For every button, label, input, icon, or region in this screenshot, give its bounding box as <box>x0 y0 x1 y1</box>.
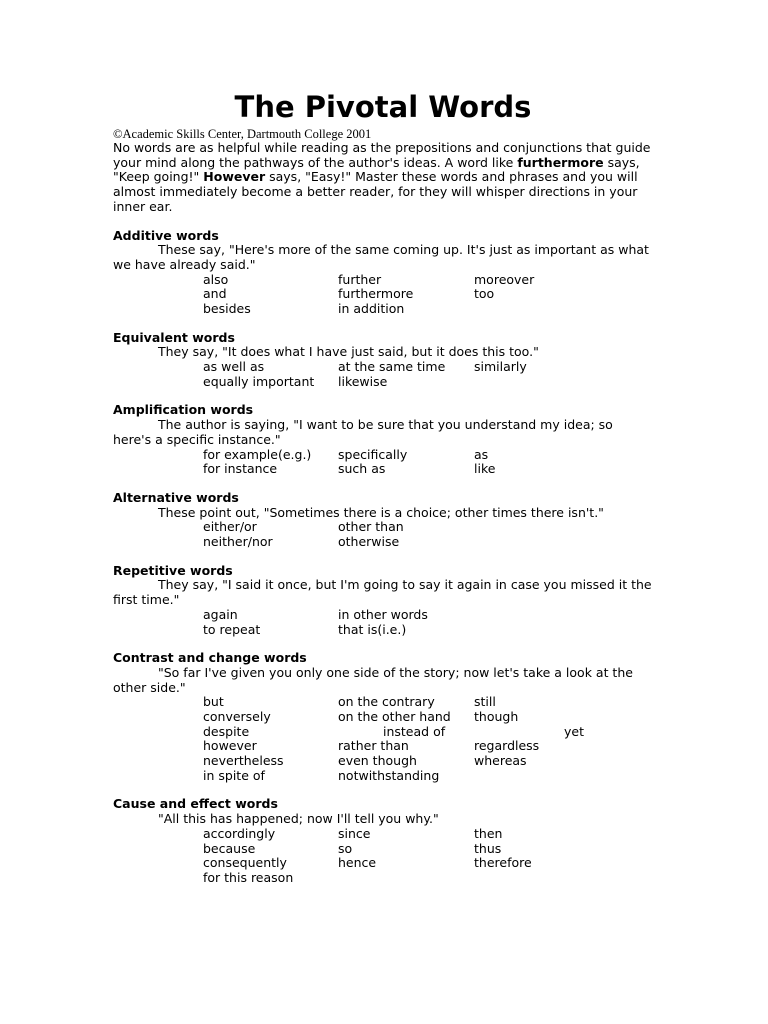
word-cell: moreover <box>474 271 535 287</box>
word-section <box>113 564 653 637</box>
word-row <box>113 287 653 302</box>
word-cell: however <box>203 738 257 754</box>
section-description: They say, "I said it once, but I'm going to say it again in case you missed it the first time." <box>113 577 652 608</box>
word-cell: either/or <box>203 519 257 535</box>
word-cell: too <box>474 286 495 302</box>
section-description: "So far I've given you only one side of the story; now let's take a look at the other side." <box>113 664 633 695</box>
word-cell: further <box>338 271 382 287</box>
word-cell: like <box>474 461 496 477</box>
word-section <box>113 491 653 550</box>
word-list <box>113 520 653 549</box>
word-cell: likewise <box>338 373 388 389</box>
section-description: These say, "Here's more of the same coming up. It's just as important as what we have already said." <box>113 242 649 272</box>
word-cell: thus <box>474 840 502 856</box>
word-row <box>113 725 653 740</box>
word-cell: because <box>203 840 256 856</box>
word-cell: for this reason <box>203 869 294 885</box>
word-cell: at the same time <box>338 359 446 375</box>
word-cell <box>338 871 474 886</box>
word-cell: in spite of <box>203 767 265 783</box>
word-cell: again <box>203 606 238 622</box>
word-row <box>113 871 653 886</box>
section-heading: Cause and effect words <box>113 796 278 812</box>
word-row <box>113 520 653 535</box>
section-heading: Contrast and change words <box>113 650 307 666</box>
word-cell: hence <box>338 855 377 871</box>
word-cell: accordingly <box>203 825 276 841</box>
word-cell: consequently <box>203 855 287 871</box>
word-section <box>113 331 653 390</box>
word-cell: furthermore <box>338 286 414 302</box>
word-row <box>113 462 653 477</box>
word-cell: even though <box>338 753 417 769</box>
word-row <box>113 842 653 857</box>
intro-bold-term: furthermore <box>517 154 604 170</box>
word-list <box>113 827 653 886</box>
word-cell: besides <box>203 301 251 316</box>
word-row <box>113 856 653 871</box>
intro-text: says, "Easy!" Master these words and phrases and you will almost immediately become a better reader, for they will whisper directions in your inner ear. <box>113 169 638 214</box>
word-cell: specifically <box>338 446 408 462</box>
word-section <box>113 651 653 783</box>
word-cell: to repeat <box>203 621 261 637</box>
word-cell: similarly <box>474 359 527 375</box>
word-cell: for instance <box>203 461 278 477</box>
word-cell: conversely <box>203 709 271 725</box>
word-row <box>113 769 653 784</box>
word-cell: and <box>203 286 227 302</box>
word-list <box>113 608 653 637</box>
word-cell: since <box>338 825 371 841</box>
word-cell: on the contrary <box>338 694 435 710</box>
word-row <box>113 535 653 550</box>
word-cell: despite <box>203 723 250 739</box>
word-row <box>113 375 653 390</box>
section-description: "All this has happened; now I'll tell you why." <box>158 811 439 827</box>
intro-text: No words are as helpful while reading as the prepositions and conjunctions that guide your mind along the pathways of the author's ideas. A word like <box>113 140 651 170</box>
word-cell: as <box>474 446 489 462</box>
word-row <box>113 710 653 725</box>
word-cell: otherwise <box>338 534 400 550</box>
word-row <box>113 754 653 769</box>
word-section <box>113 229 653 317</box>
word-cell: equally important <box>203 373 315 389</box>
section-heading: Additive words <box>113 227 219 243</box>
word-row <box>113 695 653 710</box>
credit-line: ©Academic Skills Center, Dartmouth College 2001 <box>113 127 372 141</box>
word-cell: rather than <box>338 738 409 754</box>
section-description: These point out, "Sometimes there is a choice; other times there isn't." <box>158 504 604 520</box>
word-cell: in other words <box>338 606 428 622</box>
word-cell: therefore <box>474 855 532 871</box>
word-cell: for example(e.g.) <box>203 446 312 462</box>
word-cell: still <box>474 694 496 710</box>
word-row <box>113 623 653 638</box>
word-cell: other than <box>338 519 404 535</box>
word-cell: so <box>338 840 353 856</box>
word-cell: in addition <box>338 301 405 316</box>
word-cell: notwithstanding <box>338 767 440 783</box>
word-row <box>113 448 653 463</box>
word-row <box>113 360 653 375</box>
word-cell: then <box>474 825 503 841</box>
document-page <box>113 90 653 886</box>
word-list <box>113 448 653 477</box>
word-cell: such as <box>338 461 386 477</box>
word-cell: yet <box>564 723 584 739</box>
section-heading: Repetitive words <box>113 562 233 578</box>
section-heading: Alternative words <box>113 489 239 505</box>
word-section <box>113 403 653 476</box>
section-heading: Equivalent words <box>113 329 235 345</box>
word-cell: also <box>203 271 229 287</box>
section-heading: Amplification words <box>113 402 254 418</box>
word-row <box>113 273 653 288</box>
word-list <box>113 695 653 783</box>
intro-paragraph <box>113 141 653 215</box>
word-list <box>113 273 653 317</box>
word-cell: instead of <box>383 723 446 739</box>
section-description: The author is saying, "I want to be sure that you understand my idea; so here's a specific instance." <box>113 417 613 447</box>
page-title: The Pivotal Words <box>234 90 532 124</box>
section-description: They say, "It does what I have just said, but it does this too." <box>158 344 539 360</box>
word-cell: but <box>203 694 224 710</box>
word-row <box>113 608 653 623</box>
intro-bold-term: However <box>203 169 266 185</box>
word-cell: as well as <box>203 359 265 375</box>
word-section <box>113 797 653 885</box>
word-cell: whereas <box>474 753 527 769</box>
word-row <box>113 739 653 754</box>
word-cell: nevertheless <box>203 753 284 769</box>
word-cell: regardless <box>474 738 540 754</box>
word-cell: on the other hand <box>338 709 451 725</box>
word-list <box>113 360 653 389</box>
word-sections <box>113 229 653 886</box>
word-cell: neither/nor <box>203 534 273 550</box>
word-cell: though <box>474 709 519 725</box>
intro-text: says, "Keep going!" <box>113 154 640 185</box>
word-cell: that is(i.e.) <box>338 621 407 637</box>
word-row <box>113 302 653 317</box>
word-row <box>113 827 653 842</box>
